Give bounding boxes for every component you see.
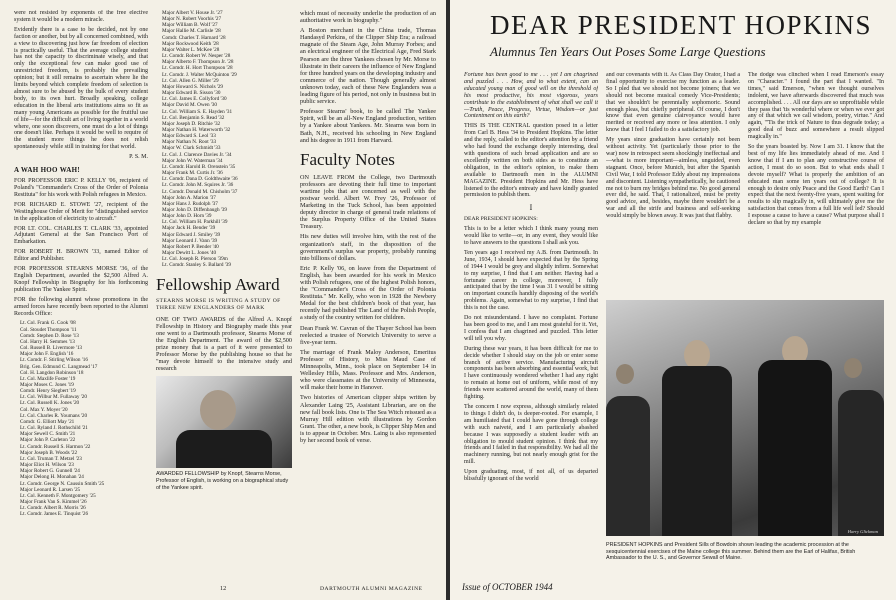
background-head-2 — [844, 358, 862, 378]
portrait-head — [200, 390, 236, 430]
promotion-entry: Major Leonard R. Larsen '25 — [20, 486, 81, 493]
promotion-entry: Lt. Col. Frank G. Cook '08 — [20, 320, 76, 327]
faculty-note-paragraph: The marriage of Frank Maloy Anderson, Emeritus Professor of History, to Miss Maud Case of Minneapolis, Minn., took place on September 14 in Wellesley Hills, Mass. Professor and Mrs. Anderson, who were classmates at the University of Minnesota, will make their home in Hanover. — [300, 348, 436, 392]
right-folio-issue — [462, 582, 553, 592]
promotion-entry: Lt. Col. James E. Collyford '30 — [162, 96, 227, 103]
promotion-entry: Lt. Comdr. Stanley S. Ballard '39 — [162, 262, 231, 269]
promotion-entry: Comdr. Charles T. Harnard '28 — [162, 34, 226, 41]
promotion-entry: Major Walter L. McKee '28 — [162, 46, 220, 53]
promotion-entry: Major Edward S. Leol '33 — [162, 133, 216, 140]
promotion-entry: Major Albert V. House Jr. '27 — [162, 10, 223, 16]
background-figure-2 — [838, 390, 884, 536]
feature-intro-quote: Fortune has been good to me . . . yet I am chagrined and puzzled . . . How, and to what extent, can an educated young man of good will on the threshold of his most productive, his most vigorous, years contribute to the establishment of what shall we call it—Truth, Peace, Progress, Virtue, Wisdom—or just Contentment on this earth? — [464, 72, 598, 120]
promotion-entry: Col. Max Y. Moyer '20 — [20, 406, 68, 413]
promotion-entry: Major Leonard J. Vann '39 — [162, 237, 218, 244]
feature-subhead: Alumnus Ten Years Out Poses Some Large Questions — [490, 44, 766, 59]
left-column-3 — [300, 10, 436, 580]
promotion-entry: Major Frank Van S. Kimmel '26 — [20, 498, 87, 505]
right-page — [450, 0, 896, 600]
promotion-entry: Major Delong H. Monahan '24 — [20, 474, 84, 481]
letter-salutation: DEAR PRESIDENT HOPKINS: — [464, 216, 538, 223]
left-folio-magazine: DARTMOUTH ALUMNI MAGAZINE — [320, 586, 423, 592]
feature-headline: DEAR PRESIDENT HOPKINS — [490, 10, 873, 40]
promotion-entry: Lt. Comdr. Robert W. Nesper '28 — [162, 53, 231, 60]
awards-list — [14, 178, 148, 317]
promotion-entry: Major William B. Wolf '27 — [162, 22, 218, 29]
promotion-entry: Lt. Col. Joseph R. Pierson '39m — [162, 256, 228, 263]
promotion-entry: Lt. Col. Allen G. Miller '29 — [162, 77, 219, 84]
right-column-2 — [606, 72, 740, 292]
letter-paragraph: Do not misunderstand. I have no complaint. Fortune has been good to me, and I am most grateful for it. Yet, I confess that I am chagrined and puzzled. This letter will tell you why. — [464, 315, 598, 342]
promotion-entry: Major John P. Carleton '22 — [20, 437, 76, 444]
letter-paragraph: Ten years ago I received my A.B. from Dartmouth. In June, 1934, I should have expected that by the Spring of 1944 I would be grey and slightly infirm. Somewhat to my surprise, I find that I am neither. Having had a fortunate career in college, moreover, I fully anticipated that by the time I was 31 I would be sitting on important councils handily disposing of the world's problems. Again, somewhat to my surprise, I find that this is not the case. — [464, 249, 598, 312]
promotion-entry: Major David M. Owen '30 — [162, 102, 217, 109]
promotion-entry: Major Hans J. Rudolph '37 — [162, 200, 218, 207]
faculty-note-paragraph: Two histories of American clipper ships written by Alexander Laing '25, Assistant Librarian, are on the new fall book lists. One is The Sea Witch reissued as a Murray Hill edition with illustrations by Gordon Grant. The other, a new book, is Clipper Ship Men and is to appear in October. Mrs. Laing is also represented by her second book of verse. — [300, 394, 436, 444]
promotion-entry: Lt. Comdr. F. Stirling Wilson '16 — [20, 357, 88, 364]
promotion-entry: Comdr. Stephen D. Rose '13 — [20, 332, 79, 339]
photo-credit: Harry Glickman — [847, 529, 878, 534]
promotion-entry: Major Dewitt L. Jones '40 — [162, 250, 217, 257]
faculty-notes-heading: Faculty Notes — [300, 149, 395, 169]
stearns-morse-photo — [156, 376, 292, 468]
letter-paragraph: My years since graduation have certainly not been without activity. Yet (particularly those prior to the war) now in retrospect seem shockingly ineffectual and—what is more important—aimless, unguided, even stagnant. Once, before Munich, but after the Spanish Civil War, I told Professor Eddy about my impressions and discontent. Listening sympathetically, he cautioned me not to burn my bridges behind me. No good general ever did, he said. That, I rationalized, must be pretty good advice, and, besides, maybe there wouldn't be a war and all the strife and business and self-seeking would simply be blown away. It was just that flabby. — [606, 137, 740, 220]
promotion-entry: Major Robert G. Gunnell '24 — [20, 468, 80, 475]
left-column-2 — [156, 10, 292, 592]
letter-paragraph: and our covenants with it. As Class Day Orator, I had a final opportunity to exercise my function as a leader. So I pled that we should not become joiners; that we should not become musical comedy Vice-Presidents; that we shouldn't be perennially sophomoric. Sound enough pleas, but chiefly peripheral. Of course, I don't know that even genuine clairvoyance would have merited or received any more or less attention. I only know that I feel I failed to do a satisfactory job. — [606, 72, 740, 134]
left-page — [0, 0, 446, 600]
promotion-entry: Lt. Comdr. J. Walter McQuinton '29 — [162, 71, 237, 78]
faculty-note-paragraph: ON LEAVE FROM the College, two Dartmouth professors are devoting their full time to important wartime jobs that are concerned as well with the postwar world. Albert W. Frey '26, Professor of Marketing in the Tuck School, has been appointed deputy director in charge of general trade relations of the Surplus Property Office of the United States Treasury. — [300, 173, 436, 231]
faculty-notes-body — [300, 174, 436, 444]
promotion-entry: Major Moses C. Jones '19 — [20, 382, 74, 388]
promotion-entry: Lt. Col. Charles R. Youmans '20 — [20, 412, 88, 419]
award-paragraph: FOR PROFESSOR STEARNS MORSE '36, of the English Department, awarded the $2,500 Alfred A. Knopf Fellowship in Biography for his forthcoming publication The Yankee Spirit. — [14, 266, 148, 293]
award-paragraph: FOR the following alumni whose promotions in the armed forces have recently been reported to the Alumni Records Office: — [14, 296, 148, 317]
promotion-entry: Col. Stoudet Thompson '11 — [20, 326, 77, 333]
promotion-entry: Major Robert P. Bender '40 — [162, 243, 219, 250]
promotion-entry: Major Alberto F. Thompson Jr. '28 — [162, 59, 234, 66]
left-column-1 — [14, 10, 148, 592]
promotions-list-2 — [162, 10, 292, 269]
promotion-entry: Major Frank M. Curtis Jr. '36 — [162, 170, 223, 177]
award-paragraph: FOR LT. COL. CHARLES T. CLARK '33, appointed Adjutant General at the San Francisco Port of Embarkation. — [14, 225, 148, 246]
fellowship-continuation — [300, 10, 436, 144]
letter-paragraph: Upon graduating, most, if not all, of us departed blissfully ignorant of the world — [464, 469, 598, 483]
promotion-entry: Major Joseph B. Woods '22 — [20, 449, 78, 456]
promotion-entry: Lt. Col. Maxlife Foster '19 — [20, 375, 76, 382]
letter-paragraph: The dodge was clinched when I read Emerson's essay on "Character." I found the part that I wanted. "In times," said Emerson, "when we thought ourselves indolent, we have afterwards discovered that much was accomplished. . . . All our days are so unprofitable while they pass that 'tis wonderful where or when we ever got any of that which we call wisdom, poetry, virtue." And again, "'Tis the trick of Nature to thus degrade today; a good deal of buzz and somewhere a result slipped magically in." — [748, 72, 884, 141]
promotion-entry: Lt. Comdr. George N. Caussin Smith '25 — [20, 480, 105, 487]
promotion-entry: Comdr. Henry Siegbert '19 — [20, 388, 76, 395]
promotion-entry: Col. H. Langdon Robinson '18 — [20, 369, 84, 376]
fellowship-body: ONE OF TWO AWARDS of the Alfred A. Knopf Fellowship in History and Biography made this year one went to a Dartmouth professor, Stearns Morse of the English Department. The award of the $2,500 prize money that is a part of it were presented to Professor Morse by the publishing house so that he "may devote himself to the intensive study and research — [156, 315, 292, 373]
promotion-entry: Major John F. English '16 — [20, 351, 74, 358]
editorial-intro: THIS IS THE CENTRAL question posed in a letter from Carl B. Hess '34 to President Hopkins. The letter and the reply, called to the editor's attention by a friend who had found the exchange deeply interesting, deal with questions of such broad application and are so excellently written on both sides as to constitute an obligation, in the editor's opinion, to make them available to Dartmouth men in the ALUMNI MAGAZINE. President Hopkins and Mr. Hess have listened to the editor's entreaty and have kindly granted permission to publish them. — [464, 123, 598, 199]
promotion-entry: Comdr. G. Elliott May '21 — [20, 418, 75, 425]
letter-paragraph: This is to be a letter which I think many young men would like to write—or, in any event, they would like to have answers to the questions I shall ask you. — [464, 226, 598, 247]
promotion-entry: Major Edward B. Sisson '30 — [162, 90, 221, 97]
issue-label: Issue of OCTOBER 1944 — [462, 582, 553, 592]
editorial-paragraph: were not resisted by exponents of the free elective system it would be a modern miracle. — [14, 10, 148, 23]
promotion-entry: Lt. Col. Russell K. Jones '20 — [20, 400, 80, 407]
promotion-entry: Lt. Comdr. Russell S. Harmon '22 — [20, 443, 91, 450]
fellowship-paragraph: Professor Stearns' book, to be called The Yankee Spirit, will be an all-New England production, written by a Yankee about Yankees. Mr. Stearns was born in Bath, N.H., received his schooling in New England and his degree in 1911 from Harvard. — [300, 108, 436, 144]
promotion-entry: Lt. Col. Kenneth F. Montgomery '25 — [20, 492, 96, 499]
promotion-entry: Major Joseph D. Ritchie '32 — [162, 120, 221, 127]
promotion-entry: Major John A. Marion '37 — [162, 194, 216, 201]
promotion-entry: Lt. Col. William S. E. Hayden '31 — [162, 108, 233, 115]
promotion-entry: Major Nathan H. Waterworth '32 — [162, 126, 231, 133]
promotion-entry: Lt. Comdr. John M. Squires Jr. '36 — [162, 182, 234, 189]
right-column-3 — [748, 72, 884, 292]
promotion-entry: Col. Russell B. Livermore '13 — [20, 345, 83, 352]
promotion-entry: Lt. Col. Ryland J. Rothschild '21 — [20, 425, 88, 432]
letter-paragraph: The concern I now express, although similarly related to things I didn't do, is deeper-rooted. For example, I am humiliated that I could have gone through college with such naiveté, and I am particularly abashed because I was supposedly a student leader with an obligation to mould student opinion. I think that my friends and I failed in that responsibility. We had all the machinery running, but not nearly enough grist for the mill. — [464, 403, 598, 466]
promotion-entry: Major Hallie M. Carlisle '28 — [162, 28, 221, 35]
promotion-entry: Lt. Col. Truman T. Metzel '23 — [20, 455, 82, 462]
promotion-entry: Lt. Comdr. Albert R. Morris '26 — [20, 505, 86, 512]
editorial-paragraph: Evidently there is a case to be decided, not by one faction or another, but by all concerned combined, with a view to discovering just how far freedom of election is practically useful. That the average college student has not the capacity to discriminate wisely, and that only the exceptional few can make good use of unrestricted freedom, is probably the prevailing opinion; but it still remains to ascertain where lie the limits beyond which complete freedom of selection is almost sure to be abused by the bulk of every student body, to its own hurt. Broadly speaking, college education in the liberal arts institutions aims so fit as many young Americans as possible for the fruitful use of life—for the difficult art of living together in a world where, one soon discovers, one must do a lot of things one doesn't like. Perhaps it would be well to require of the student more things he does not relish spontaneously while still in training for that world. — [14, 26, 148, 151]
promotion-entry: Major Rockwood Keith '28 — [162, 40, 219, 47]
promotion-entry: Lt. Col. Wilbur M. Fullaway '20 — [20, 394, 87, 401]
fellowship-award-heading: Fellowship Award — [156, 274, 280, 294]
faculty-note-paragraph: Eric P. Kelly '06, on leave from the Department of English, has been awarded for his work in Mexico with Polish refugees, one of the highest Polish honors, the "Commander's Cross of the Order of Polonia Restituta." Mr. Kelly, who won in 1928 the Newbery Medal for the best children's book of that year, has recently had published The Land of the Polish People, a study of the country written for children. — [300, 264, 436, 322]
promotion-entry: Lt. Comdr. Donald M. Chisholm '37 — [162, 188, 238, 195]
procession-photo — [606, 300, 884, 536]
letter-paragraph: So the years boasted by. Now I am 31. I know that the best of my life lies immediately ahead of me. And I know that if I am to plan any constructive course of action, I must do so soon. But to what ends shall I devote myself? What is properly the ambition of an educated man some ten years out of college? It is enough to desire only Peace and the Good Earth? Can I expect that the next twenty-five years, spent waiting for results to slip magically in, will ultimately give me the satisfaction that comes from a full life well led? Should I espouse a cause to have a cause? What purpose shall I declare so that by my example — [748, 144, 884, 227]
promotion-entry: Lt. Comdr. Harold B. Orenstein '35 — [162, 163, 236, 170]
promotion-entry: Major Nathan N. Root '33 — [162, 139, 217, 146]
promotion-entry: Major Howard S. Nichols '29 — [162, 83, 224, 90]
procession-photo-caption: PRESIDENT HOPKINS and President Sills of Bowdoin shown leading the academic procession at the sesquicentennial exercises of the Maine college this summer. Behind them are the Earl of Halifax, British Ambassador to the U. S., and Governor Sewall of Maine. — [606, 542, 856, 562]
letter-body-continued-2 — [748, 72, 884, 227]
promotion-entry: Lt. Col. William H. Parkhill '39 — [162, 219, 228, 226]
promotion-entry: Brig. Gen. Edmund C. Langmead '17 — [20, 363, 98, 370]
award-paragraph: FOR ROBERT H. BROWN '33, named Editor of Editor and Publisher. — [14, 249, 148, 263]
promotion-entry: Major John D. Horn '39 — [162, 213, 212, 220]
promotion-entry: Major John D. Diffenbaugh '39 — [162, 207, 227, 213]
award-paragraph: FOR PROFESSOR ERIC P. KELLY '06, recipient of Poland's "Commander's Cross of the Order of Polonia Restituta" for his work with Polish refugees in Mexico. — [14, 178, 148, 198]
promotion-entry: Lt. Col. J. Clarence Davies Jr. '34 — [162, 151, 232, 158]
hopkins-figure — [662, 366, 732, 536]
fellowship-photo-caption: AWARDED FELLOWSHIP by Knopf, Stearns Morse, Professor of English, is working on a biographical study of the Yankee spirit. — [156, 471, 289, 491]
promotion-entry: Major Jack H. Bender '39 — [162, 225, 216, 232]
editorial-continuation — [14, 10, 148, 151]
letter-body-continued — [606, 72, 740, 220]
fellowship-paragraph: A Boston merchant in the China trade, Thomas Handasyd Perkins, of the Clipper Ship Era; a railroad magnate of the Steam Age, John Murray Forbes; and an electrical engineer of the Electrical Age, Fred Stark Pearson are the three Yankees chosen by Mr. Morse to illustrate in their careers the influence of New England for three hundred years on the developing industry and commerce of the nation. Though generally almost unknown today, each of these New Englanders was a leading figure of his period, not only in business but in public service. — [300, 27, 436, 106]
letter-section-number: I — [529, 203, 533, 213]
portrait-body — [176, 430, 272, 468]
promotion-entry: Major N. Robert Voorhis '27 — [162, 16, 222, 23]
promotion-entry: Major Sewell C. Smith '21 — [20, 431, 76, 438]
promotion-entry: Major W. Clark Schmidt '33 — [162, 145, 221, 152]
promotion-entry: Major John W. Waterman '34 — [162, 157, 223, 164]
promotion-entry: Major Eliot H. Wilson '23 — [20, 462, 74, 469]
background-head-1 — [616, 364, 634, 384]
wah-hoo-wah-title: A WAH HOO WAH! — [14, 166, 80, 175]
faculty-note-paragraph: Dean Frank W. Cavran of the Thayer School has been reelected a trustee of Norwich University to serve a five-year term. — [300, 324, 436, 346]
promotions-list-1 — [20, 320, 148, 517]
promotion-entry: Major Edward J. Smiley '39 — [162, 231, 221, 238]
promotion-entry: Lt. Col. Benjamin S. Read '32 — [162, 114, 225, 121]
promotion-entry: Lt. Comdr. H. Hort Thompson '28 — [162, 65, 233, 72]
promotion-entry: Lt. Comdr. Dana D. Goldthwaite '36 — [162, 176, 238, 183]
fellowship-paragraph: which must of necessity underlie the production of an authoritative work in biography." — [300, 10, 436, 25]
fellowship-deck: STEARNS MORSE IS WRITING A STUDY OF THREE NEW ENGLANDERS OF MARK — [156, 297, 281, 311]
letter-paragraph: During these war years, it has been difficult for me to decide whether I should stay on the job or enter some branch of active service. Manufacturing aircraft components has been absorbing and essential work, but I have continuously wondered whether I had any right to remain at home out of uniform, while most of my friends were scattered around the world, many of them fighting. — [464, 345, 598, 401]
left-folio-number: 12 — [220, 585, 227, 592]
editorial-signature: P. S. M. — [129, 154, 148, 161]
promotion-entry: Lt. Comdr. James E. Tinquist '26 — [20, 511, 89, 518]
letter-body — [464, 226, 598, 483]
sills-figure — [758, 360, 832, 536]
right-column-1 — [464, 72, 598, 582]
faculty-note-paragraph: His new duties will involve him, with the rest of the organization's staff, in the disposition of the government's surplus war property, probably running into billions of dollars. — [300, 233, 436, 262]
background-figure-1 — [606, 396, 650, 536]
promotion-entry: Col. Harry H. Semmes '13 — [20, 338, 75, 345]
award-paragraph: FOR RICHARD E. STOWE '27, recipient of the Westinghouse Order of Merit for "distinguished service in the application of electricity to aircraft." — [14, 201, 148, 222]
